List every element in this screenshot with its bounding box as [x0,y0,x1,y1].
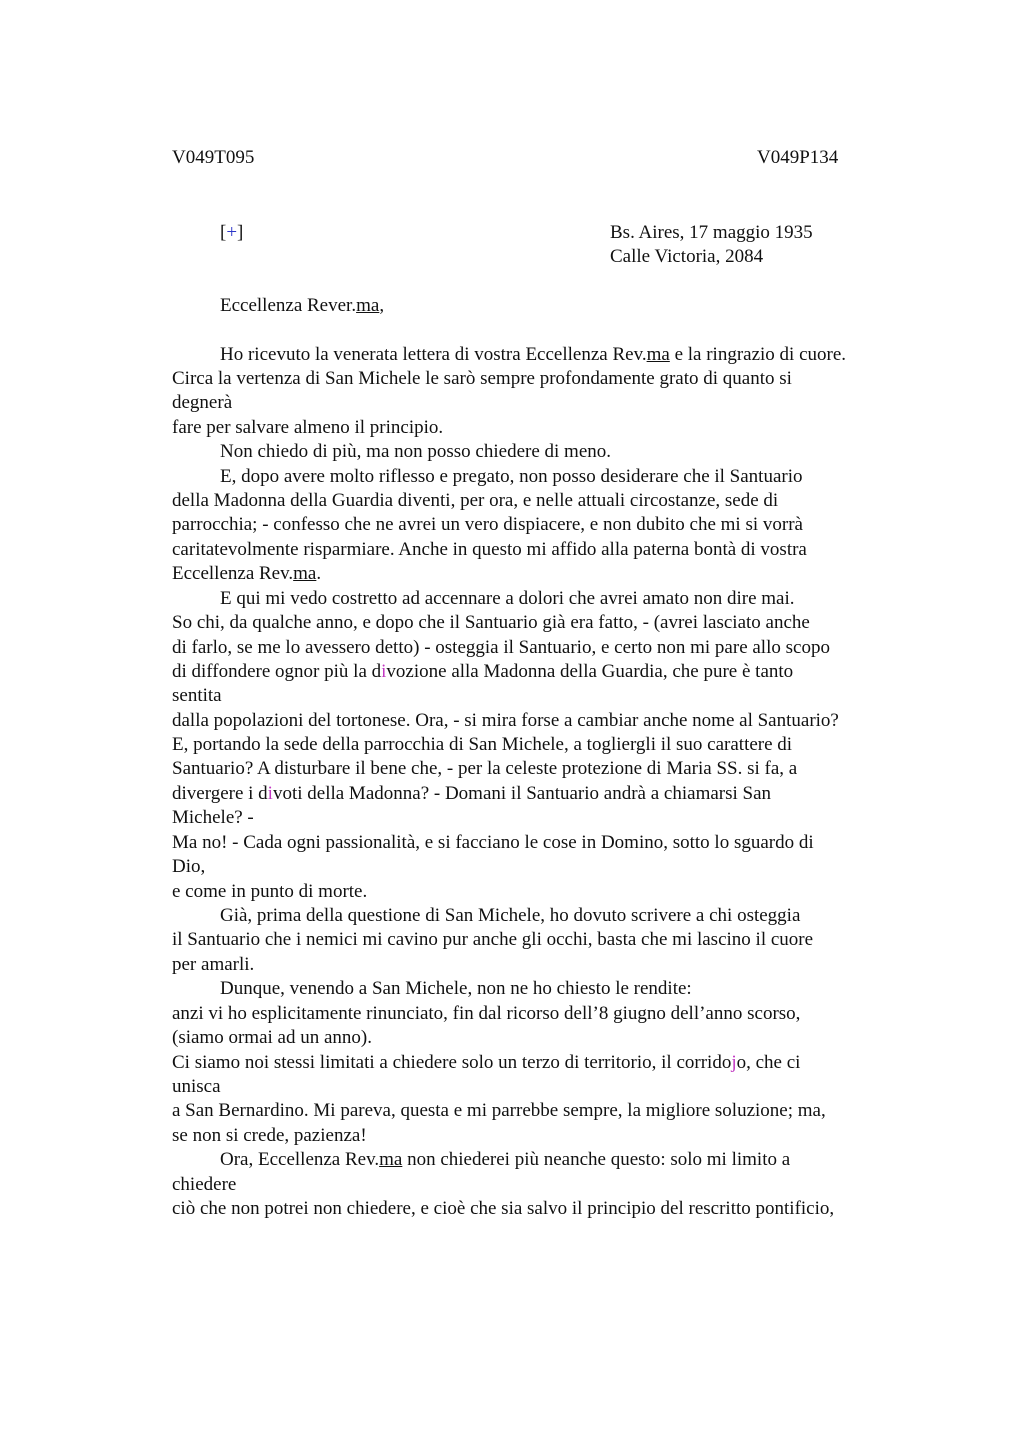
letter-line [220,587,795,611]
abbreviation-underlined: ma [646,344,670,365]
letter-line [172,684,222,708]
letter-line [172,782,771,806]
line-text: caritatevolmente risparmiare. Anche in questo mi affido alla paterna bontà di vostra [172,539,807,560]
line-text-before: Eccellenza Rev. [172,563,294,584]
salutation [220,294,384,318]
line-text: Non chiedo di più, ma non posso chiedere di meno. [220,441,612,462]
abbreviation-underlined: ma [293,563,317,584]
letter-line [172,880,367,904]
line-text: So chi, da qualche anno, e dopo che il Santuario già era fatto, - (avrei lasciato anche [172,612,810,633]
line-text: di farlo, se me lo avessero detto) - osteggia il Santuario, e certo non mi pare allo scopo [172,637,830,658]
letter-line [172,367,792,391]
letter-line [172,1026,372,1050]
letter-line [172,953,254,977]
line-text-after: voti della Madonna? - Domani il Santuario andrà a chiamarsi San [272,783,772,804]
line-text-before: Ci siamo noi stessi limitati a chiedere solo un terzo di territorio, il corrido [172,1052,732,1073]
line-text: per amarli. [172,954,255,975]
line-text: E, portando la sede della parrocchia di San Michele, a togliergli il suo carattere di [172,734,793,755]
line-text: (siamo ormai ad un anno). [172,1027,372,1048]
cross-open-bracket: [ [220,222,227,243]
letter-line [172,489,778,513]
line-text: parrocchia; - confesso che ne avrei un vero dispiacere, e non dubito che mi si vorrà [172,514,803,535]
line-text-before: divergere i d [172,783,268,804]
line-text: Santuario? A disturbare il bene che, - per la celeste protezione di Maria SS. si fa, a [172,758,798,779]
line-text-after: e la ringrazio di cuore. [669,344,847,365]
line-text: sentita [172,685,222,706]
letter-line [172,611,810,635]
letter-line [172,1173,236,1197]
cross-mark [220,221,243,245]
line-text-before: di diffondere ognor più la d [172,661,382,682]
letter-line [172,562,321,586]
line-text: Dunque, venendo a San Michele, non ne ho chiesto le rendite: [220,978,692,999]
letter-line [172,757,797,781]
letter-line [172,1002,800,1026]
cross-close-bracket: ] [237,222,244,243]
letter-line [220,343,846,367]
letter-line [172,709,839,733]
line-text-after: non chiederei più neanche questo: solo mi limito a [402,1149,791,1170]
line-text: degnerà [172,392,233,413]
line-text: fare per salvare almeno il principio. [172,417,444,438]
letter-line [172,1124,367,1148]
line-text: Ma no! - Cada ogni passionalità, e si facciano le cose in Domino, sotto lo sguardo di [172,832,814,853]
letter-line [172,538,807,562]
line-text: ciò che non potrei non chiedere, e cioè che sia salvo il principio del rescritto pontificio, [172,1198,835,1219]
letter-line [220,440,611,464]
line-text: E qui mi vedo costretto ad accennare a dolori che avrei amato non dire mai. [220,588,795,609]
document-code-right: V049P134 [757,147,839,168]
line-text: se non si crede, pazienza! [172,1125,367,1146]
letter-line [220,904,800,928]
salutation-abbrev: ma [356,295,380,316]
letter-line [172,416,443,440]
letter-line [172,1099,826,1123]
line-text: chiedere [172,1174,237,1195]
letter-line [220,1148,790,1172]
line-text: a San Bernardino. Mi pareva, questa e mi parrebbe sempre, la migliore soluzione; ma, [172,1100,826,1121]
place-date: Bs. Aires, 17 maggio 1935 [610,222,813,243]
document-code-left: V049T095 [172,147,255,168]
line-text-before: Ora, Eccellenza Rev. [220,1149,380,1170]
line-text: Michele? - [172,807,254,828]
abbreviation-underlined: ma [379,1149,403,1170]
line-text: della Madonna della Guardia diventi, per ora, e nelle attuali circostanze, sede di [172,490,779,511]
letter-line [172,513,803,537]
line-text: Già, prima della questione di San Michele, ho dovuto scrivere a chi osteggia [220,905,801,926]
line-text: Circa la vertenza di San Michele le sarò sempre profondamente grato di quanto si [172,368,792,389]
letter-line [172,1051,800,1075]
line-text: E, dopo avere molto riflesso e pregato, non posso desiderare che il Santuario [220,466,803,487]
letter-line [220,465,803,489]
address: Calle Victoria, 2084 [610,246,764,267]
letter-line [172,1197,834,1221]
line-text: unisca [172,1076,221,1097]
letter-line [172,806,254,830]
cross-icon[interactable]: + [226,222,238,243]
letter-line [172,831,814,855]
highlighted-letter: i [381,661,387,682]
line-text-after: vozione alla Madonna della Guardia, che pure è tanto [386,661,794,682]
line-text-before: Ho ricevuto la venerata lettera di vostra Eccellenza Rev. [220,344,647,365]
line-text: Dio, [172,856,206,877]
letter-line [172,660,793,684]
line-text-after: . [316,563,322,584]
letter-line [172,733,792,757]
line-text-after: o, che ci [736,1052,801,1073]
line-text: il Santuario che i nemici mi cavino pur anche gli occhi, basta che mi lascino il cuore [172,929,814,950]
salutation-text: Eccellenza Rever. [220,295,357,316]
line-text: dalla popolazioni del tortonese. Ora, - si mira forse a cambiar anche nome al Santuario? [172,710,839,731]
letter-line [172,928,813,952]
line-text: anzi vi ho esplicitamente rinunciato, fin dal ricorso dell’8 giugno dell’anno scorso, [172,1003,801,1024]
letter-line [172,391,232,415]
highlighted-letter: j [731,1052,737,1073]
letter-line [220,977,692,1001]
highlighted-letter: i [267,783,273,804]
letter-line [172,1075,221,1099]
letter-line [172,636,830,660]
salutation-end: , [379,295,385,316]
line-text: e come in punto di morte. [172,881,368,902]
letter-line [172,855,205,879]
